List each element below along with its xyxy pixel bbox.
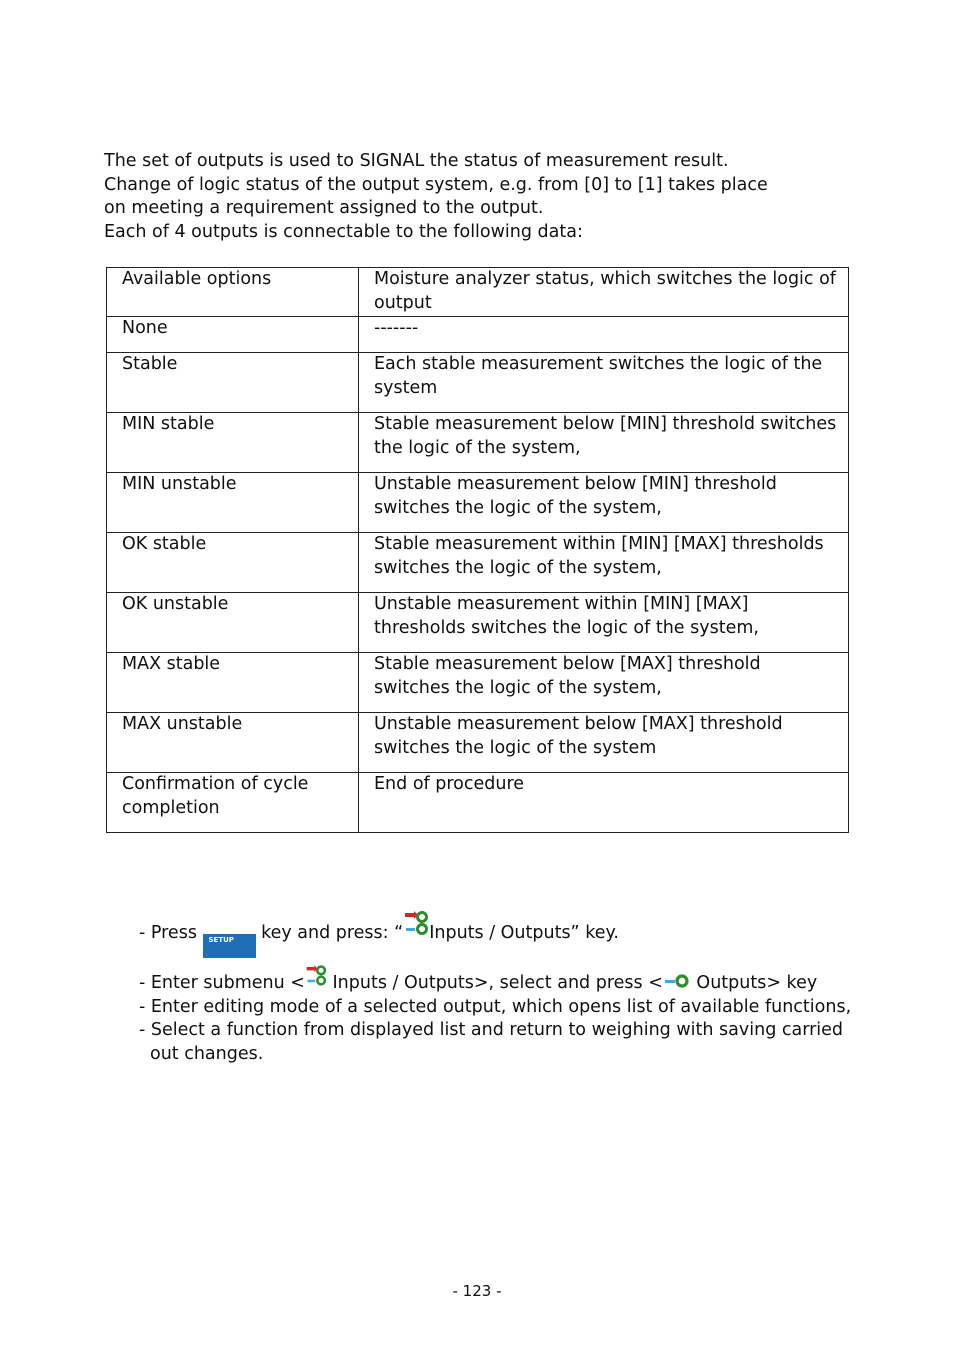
table-row xyxy=(107,317,849,353)
option-cell: None xyxy=(107,317,359,353)
step-2-text-a: - Enter submenu < xyxy=(139,973,305,993)
step-1 xyxy=(139,900,869,958)
step-3: - Enter editing mode of a selected output, which opens list of available functions, xyxy=(139,996,852,1017)
procedure-steps xyxy=(139,900,869,1066)
header-cell-options: Available options xyxy=(107,268,359,317)
option-cell: MAX unstable xyxy=(107,713,359,773)
step-2-text-b: Inputs / Outputs>, select and press < xyxy=(326,973,663,993)
intro-line-2: Change of logic status of the output system, e.g. from [0] to [1] takes place xyxy=(104,174,768,195)
step-1-text-a: - Press xyxy=(139,923,203,943)
description-cell: Unstable measurement within [MIN] [MAX] thresholds switches the logic of the system, xyxy=(359,593,849,653)
setup-key-icon: SETUP xyxy=(203,934,256,958)
description-cell: Stable measurement below [MAX] threshold switches the logic of the system, xyxy=(359,653,849,713)
page-number: - 123 - xyxy=(452,1282,502,1300)
option-cell: MAX stable xyxy=(107,653,359,713)
step-2-text-c: Outputs> key xyxy=(690,973,818,993)
option-cell: OK stable xyxy=(107,533,359,593)
step-1-text-c: Inputs / Outputs” key. xyxy=(429,923,619,943)
intro-line-3: on meeting a requirement assigned to the output. xyxy=(104,198,544,218)
table-row xyxy=(107,533,849,593)
inputs-outputs-icon xyxy=(305,964,327,992)
description-cell: Stable measurement within [MIN] [MAX] thresholds switches the logic of the system, xyxy=(359,533,849,593)
table-row xyxy=(107,353,849,413)
table-header-row xyxy=(107,268,849,317)
table-row xyxy=(107,473,849,533)
step-2 xyxy=(139,964,869,996)
description-cell: ------- xyxy=(359,317,849,353)
step-4: - Select a function from displayed list and return to weighing with saving carried out changes. xyxy=(139,1020,844,1064)
intro-line-1: The set of outputs is used to SIGNAL the status of measurement result. xyxy=(104,151,729,171)
table-row xyxy=(107,413,849,473)
outputs-icon xyxy=(663,972,691,990)
table-row xyxy=(107,713,849,773)
table-row xyxy=(107,653,849,713)
option-cell: Confirmation of cycle completion xyxy=(107,773,359,833)
description-cell: Each stable measurement switches the logic of the system xyxy=(359,353,849,413)
option-cell: Stable xyxy=(107,353,359,413)
table-row xyxy=(107,593,849,653)
description-cell: End of procedure xyxy=(359,773,849,833)
description-cell: Unstable measurement below [MIN] threshold switches the logic of the system, xyxy=(359,473,849,533)
description-cell: Unstable measurement below [MAX] threshold switches the logic of the system xyxy=(359,713,849,773)
step-1-text-b: key and press: “ xyxy=(255,923,404,943)
description-cell: Stable measurement below [MIN] threshold switches the logic of the system, xyxy=(359,413,849,473)
intro-line-4: Each of 4 outputs is connectable to the following data: xyxy=(104,221,583,242)
inputs-outputs-icon xyxy=(403,910,429,942)
intro-text xyxy=(104,150,864,244)
option-cell: MIN stable xyxy=(107,413,359,473)
option-cell: MIN unstable xyxy=(107,473,359,533)
table-row xyxy=(107,773,849,833)
output-options-table xyxy=(106,267,849,833)
option-cell: OK unstable xyxy=(107,593,359,653)
header-cell-status: Moisture analyzer status, which switches the logic of output xyxy=(359,268,849,317)
